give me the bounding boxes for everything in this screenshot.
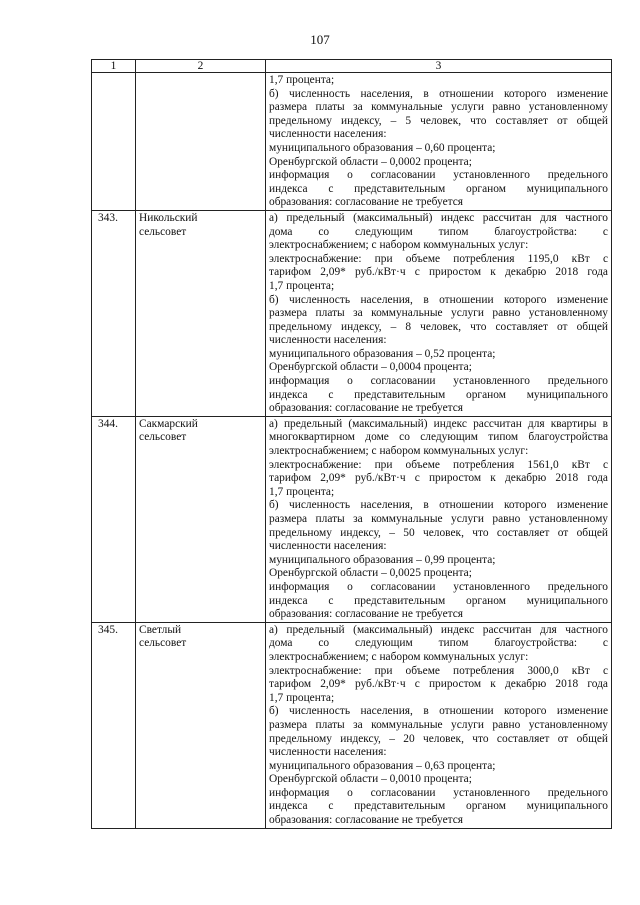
detail-line: электроснабжением; с набором коммунальных услуг: bbox=[269, 650, 529, 663]
detail-line: а) предельный (максимальный) индекс рассчитан для частного bbox=[269, 211, 608, 224]
detail-line: информация о согласовании установленного предельного bbox=[269, 580, 608, 593]
detail-line: тарифом 2,09* руб./кВт·ч с приростом к декабрю 2018 года bbox=[269, 678, 608, 691]
detail-line: а) предельный (максимальный) индекс рассчитан для квартиры в bbox=[269, 417, 608, 430]
detail-line: электроснабжение: при объеме потребления 3000,0 кВт с bbox=[269, 664, 608, 677]
row-number bbox=[92, 73, 136, 211]
detail-line: предельному индексу, – 20 человек, что составляет от общей bbox=[269, 732, 608, 745]
detail-line: индекса с представительным органом муниципального bbox=[269, 182, 608, 195]
detail-line: 1,7 процента; bbox=[269, 691, 335, 704]
detail-line: информация о согласовании установленного предельного bbox=[269, 169, 608, 182]
municipality-name bbox=[136, 73, 266, 211]
detail-line: информация о согласовании установленного предельного bbox=[269, 375, 608, 388]
detail-line: предельному индексу, – 5 человек, что составляет от общей bbox=[269, 114, 608, 127]
detail-line: муниципального образования – 0,52 процента; bbox=[269, 347, 496, 360]
detail-line: образования: согласование не требуется bbox=[269, 196, 464, 209]
detail-line: индекса с представительным органом муниципального bbox=[269, 388, 608, 401]
detail-line: индекса с представительным органом муниципального bbox=[269, 594, 608, 607]
detail-line: б) численность населения, в отношении которого изменение bbox=[269, 87, 608, 100]
municipality-name bbox=[136, 416, 266, 622]
row-number: 343. bbox=[92, 210, 136, 416]
detail-line: Оренбургской области – 0,0004 процента; bbox=[269, 361, 472, 374]
detail-line: образования: согласование не требуется bbox=[269, 402, 464, 415]
detail-line: муниципального образования – 0,63 процента; bbox=[269, 759, 496, 772]
detail-line: б) численность населения, в отношении которого изменение bbox=[269, 293, 608, 306]
municipality-name bbox=[136, 210, 266, 416]
detail-line: электроснабжение: при объеме потребления 1561,0 кВт с bbox=[269, 458, 608, 471]
table-body bbox=[92, 73, 612, 829]
detail-line: а) предельный (максимальный) индекс рассчитан для частного bbox=[269, 623, 608, 636]
municipality-name-line: Светлый bbox=[139, 623, 182, 636]
index-details bbox=[266, 73, 612, 211]
municipality-name-line: Никольский bbox=[139, 211, 198, 224]
column-header-number: 1 bbox=[92, 60, 136, 73]
detail-line: образования: согласование не требуется bbox=[269, 814, 464, 827]
table-row bbox=[92, 416, 612, 622]
detail-line: Оренбургской области – 0,0010 процента; bbox=[269, 773, 472, 786]
detail-line: электроснабжение: при объеме потребления 1195,0 кВт с bbox=[269, 252, 608, 265]
municipality-name-line: сельсовет bbox=[139, 637, 187, 650]
table-header-row bbox=[92, 60, 612, 73]
detail-line: численности населения: bbox=[269, 128, 387, 141]
detail-line: Оренбургской области – 0,0002 процента; bbox=[269, 155, 472, 168]
detail-line: численности населения: bbox=[269, 540, 387, 553]
municipality-name bbox=[136, 622, 266, 828]
detail-line: б) численность населения, в отношении которого изменение bbox=[269, 499, 608, 512]
table-row bbox=[92, 73, 612, 211]
index-details bbox=[266, 210, 612, 416]
detail-line: численности населения: bbox=[269, 334, 387, 347]
row-number: 344. bbox=[92, 416, 136, 622]
table-row bbox=[92, 210, 612, 416]
detail-line: дома со следующим типом благоустройства: с bbox=[269, 225, 608, 238]
municipal-index-table bbox=[91, 59, 612, 829]
detail-line: образования: согласование не требуется bbox=[269, 608, 464, 621]
detail-line: размера платы за коммунальные услуги равно установленному bbox=[269, 513, 608, 525]
detail-line: Оренбургской области – 0,0025 процента; bbox=[269, 567, 472, 580]
detail-line: 1,7 процента; bbox=[269, 485, 335, 498]
detail-line: информация о согласовании установленного предельного bbox=[269, 786, 608, 799]
detail-line: 1,7 процента; bbox=[269, 279, 335, 292]
detail-line: муниципального образования – 0,99 процента; bbox=[269, 553, 496, 566]
detail-line: электроснабжением; с набором коммунальных услуг: bbox=[269, 239, 529, 252]
municipality-name-line: сельсовет bbox=[139, 225, 187, 238]
table-row bbox=[92, 622, 612, 828]
index-details bbox=[266, 416, 612, 622]
column-header-municipality: 2 bbox=[136, 60, 266, 73]
detail-line: размера платы за коммунальные услуги равно установленному bbox=[269, 101, 608, 114]
page-number: 107 bbox=[310, 32, 330, 47]
row-number: 345. bbox=[92, 622, 136, 828]
detail-line: размера платы за коммунальные услуги равно установленному bbox=[269, 718, 608, 731]
detail-line: дома со следующим типом благоустройства: с bbox=[269, 637, 608, 650]
detail-line: индекса с представительным органом муниципального bbox=[269, 800, 608, 813]
detail-line: предельному индексу, – 50 человек, что составляет от общей bbox=[269, 526, 608, 539]
detail-line: размера платы за коммунальные услуги равно установленному bbox=[269, 307, 608, 320]
detail-line: муниципального образования – 0,60 процента; bbox=[269, 141, 496, 154]
detail-line: тарифом 2,09* руб./кВт·ч с приростом к декабрю 2018 года bbox=[269, 472, 608, 485]
detail-line: б) численность населения, в отношении которого изменение bbox=[269, 705, 608, 718]
detail-line: численности населения: bbox=[269, 746, 387, 759]
detail-line: 1,7 процента; bbox=[269, 74, 335, 86]
index-details bbox=[266, 622, 612, 828]
municipality-name-line: Сакмарский bbox=[139, 417, 198, 430]
column-header-details: 3 bbox=[266, 60, 612, 73]
detail-line: многоквартирном доме со следующим типом благоустройства bbox=[269, 431, 608, 444]
municipality-name-line: сельсовет bbox=[139, 431, 187, 444]
detail-line: тарифом 2,09* руб./кВт·ч с приростом к декабрю 2018 года bbox=[269, 266, 608, 279]
detail-line: электроснабжением; с набором коммунальных услуг: bbox=[269, 445, 529, 458]
detail-line: предельному индексу, – 8 человек, что составляет от общей bbox=[269, 320, 608, 333]
